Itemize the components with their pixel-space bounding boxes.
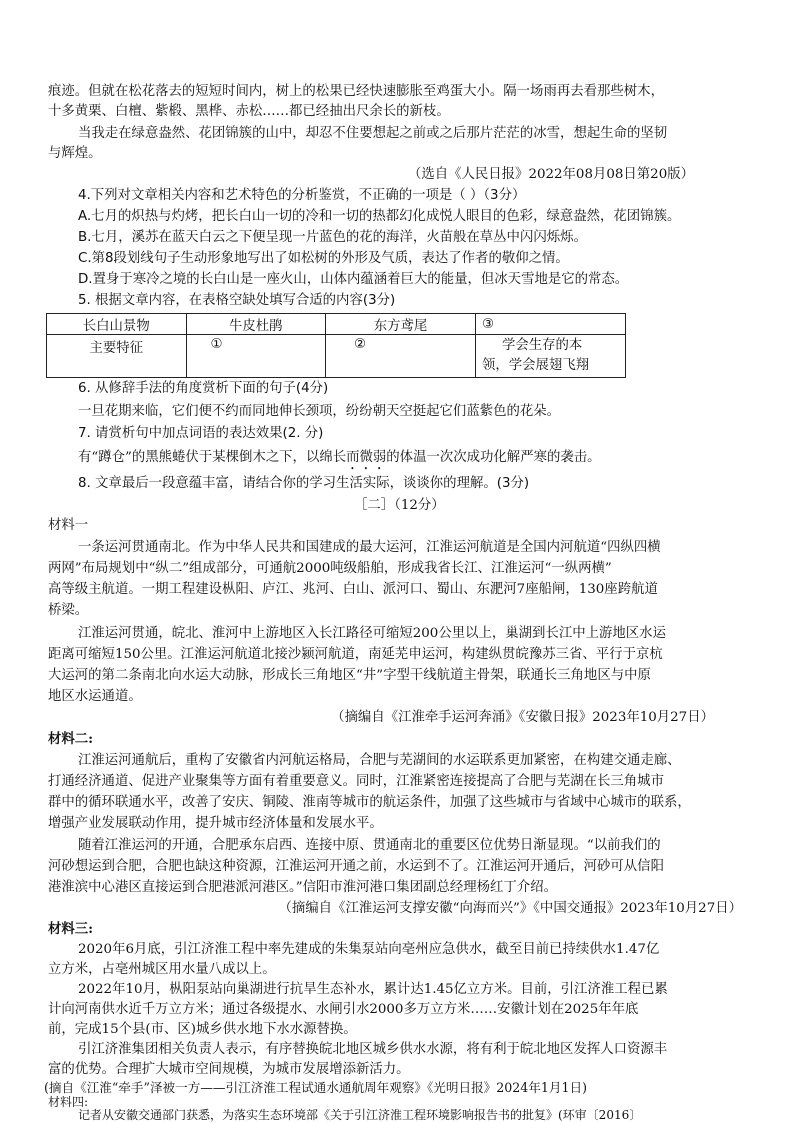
material-3-line: 前，完成15个县(市、区)城乡供水地下水水源替换。 xyxy=(48,1022,357,1037)
question-4-option-b: B.七月，溪苏在蓝天白云之下便呈现一片蓝色的花的海洋，火苗般在草丛中闪闪烁烁。 xyxy=(78,230,587,245)
material-3-line: 2022年10月，枞阳泵站向巢湖进行抗旱生态补水，累计达1.45亿立方米。目前，引江济淮工程已累 xyxy=(78,982,668,997)
material-2-line: 港淮滨中心港区直接运到合肥港派河港区。”信阳市淮河港口集团副总经理杨红丁介绍。 xyxy=(48,880,557,895)
material-2-line: 群中的循环联通水平，改善了安庆、铜陵、淮南等城市的航运条件，加强了这些城市与省域中心城市的联系， xyxy=(48,795,691,810)
table-blank-1: ① xyxy=(186,335,326,378)
question-7-sentence xyxy=(78,448,601,473)
material-3-source: (摘自《江淮“牵手”泽被一方——引江济淮工程试通水通航周年观察》《光明日报》2024年1月1日) xyxy=(44,1080,588,1095)
material-1-line: 距离可缩短150公里。江淮运河航道北接沙颍河航道，南延芜申运河，构建纵贯皖豫苏三省、平行于京杭 xyxy=(48,647,663,662)
question-4-option-d: D.置身于寒冷之境的长白山是一座火山，山体内蕴涵着巨大的能量，但冰天雪地是它的常态。 xyxy=(78,272,629,287)
table-header-cell: ③ xyxy=(475,314,625,335)
sentence-part: 有“蹲仓”的黑熊蜷伏于某棵倒木之下，以绵长 xyxy=(78,450,347,465)
material-1-line: 大运河的第二条南北向水运大动脉，形成长三角地区“井”字型干线航道主骨架，联通长三角地区与中原 xyxy=(48,668,651,683)
table-row-label: 主要特征 xyxy=(47,335,187,378)
material-1-source: （摘编自《江淮牵手运河奔涌》《安徽日报》2023年10月27日） xyxy=(331,710,714,725)
material-4-label: 材料四: xyxy=(48,1095,89,1109)
material-1-line: 桥梁。 xyxy=(48,603,89,618)
passage-line: 十多黄栗、白檀、紫椴、黑桦、赤松……都已经抽出尺余长的新枝。 xyxy=(48,104,450,119)
passage-line: 当我走在绿意盎然、花团锦簇的山中，却忍不住要想起之前或之后那片茫茫的冰雪，想起生命的坚韧 xyxy=(78,126,668,141)
material-1-line: 江淮运河贯通，皖北、淮河中上游地区入长江路径可缩短200公里以上，巢湖到长江中上游地区水运 xyxy=(78,626,666,641)
sentence-part: 的体温一次次成功化解严寒的袭击。 xyxy=(386,450,601,465)
question-4-option-c: C.第8段划线句子生动形象地写出了如松树的外形及气质，表达了作者的敬仰之情。 xyxy=(78,251,569,266)
material-2-line: 打通经济通道、促进产业聚集等方面有着重要意义。同时，江淮紧密连接提高了合肥与芜湖在长三角城市 xyxy=(48,774,664,789)
material-3-line: 富的优势。合理扩大城市空间规模，为城市发展增添新活力。 xyxy=(48,1062,410,1077)
table-header-cell: 牛皮杜鹃 xyxy=(186,314,326,335)
table-cell-3-line: 学会生存的本 xyxy=(501,338,583,353)
dotted-words: 而微弱 xyxy=(346,450,387,465)
question-8-stem: 8. 文章最后一段意蕴丰富，请结合你的学习生活实际，谈谈你的理解。(3分) xyxy=(78,476,530,491)
passage-line: 与辉煌。 xyxy=(48,146,102,161)
question-5-stem: 5. 根据文章内容，在表格空缺处填写合适的内容(3分) xyxy=(78,293,396,308)
material-3-line: 引江济淮集团相关负责人表示，有序替换皖北地区城乡供水水源，将有利于皖北地区发挥人口资源丰 xyxy=(78,1042,668,1057)
question-4-stem: 4.下列对文章相关内容和艺术特色的分析鉴赏，不正确的一项是（ ）（3分） xyxy=(78,188,526,203)
material-2-label: 材料二: xyxy=(48,731,94,747)
material-2-line: 河砂想运到合肥，合肥也缺这种资源，江淮运河开通之前，水运到不了。江淮运河开通后，河砂可从信阳 xyxy=(48,859,664,874)
material-1-line: 高等级主航道。一期工程建设枞阳、庐江、兆河、白山、派河口、蜀山、东淝河7座船闸，130座跨航道 xyxy=(48,582,658,597)
passage-line: 痕迹。但就在松花落去的短短时间内，树上的松果已经快速膨胀至鸡蛋大小。隔一场雨再去看那些树木， xyxy=(48,84,664,99)
question-7-stem: 7. 请赏析句中加点词语的表达效果(2. 分) xyxy=(78,426,324,441)
table-cell-3-line: 领，学会展翅飞翔 xyxy=(481,358,590,373)
table-cell-3 xyxy=(475,335,625,378)
table-header-cell: 长白山景物 xyxy=(47,314,187,335)
material-4-line: 记者从安徽交通部门获悉，为落实生态环境部《关于引江济淮工程环境影响报告书的批复》(环审〔2016〕 xyxy=(78,1108,642,1122)
feature-table xyxy=(46,313,626,378)
material-3-line: 2020年6月底，引江济淮工程中率先建成的朱集泵站向亳州应急供水，截至目前已持续供水1.47亿 xyxy=(78,942,660,957)
material-2-line: 增强产业发展联动作用，提升城市经济体量和发展水平。 xyxy=(48,816,383,831)
material-3-line: 计向河南供水近千万立方米；通过各级提水、水闸引水2000多万立方米……安徽计划在2025年年底 xyxy=(48,1002,639,1017)
material-3-label: 材料三: xyxy=(48,921,94,937)
question-6-sentence: 一旦花期来临，它们便不约而同地伸长颈项，纷纷朝天空挺起它们蓝紫色的花朵。 xyxy=(78,404,561,419)
material-1-line: 两网”布局规划中“纵二”组成部分，可通航2000吨级船舶，形成我省长江、江淮运河“一纵两横” xyxy=(48,561,612,576)
material-1-line: 一条运河贯通南北。作为中华人民共和国建成的最大运河，江淮运河航道是全国内河航道“四纵四横 xyxy=(78,540,661,555)
question-6-stem: 6. 从修辞手法的角度赏析下面的句子(4分) xyxy=(78,381,329,396)
material-2-line: 随着江淮运河的开通，合肥承东启西、连接中原、贯通南北的重要区位优势日渐显现。“以前我们的 xyxy=(78,838,661,853)
table-blank-2: ② xyxy=(326,335,476,378)
material-2-line: 江淮运河通航后，重构了安徽省内河航运格局，合肥与芜湖间的水运联系更加紧密，在构建交通走廊、 xyxy=(78,753,681,768)
material-2-source: （摘编自《江淮运河支撑安徽“向海而兴”》《中国交通报》2023年10月27日） xyxy=(278,901,742,916)
material-3-line: 立方米，占亳州城区用水量八成以上。 xyxy=(48,962,276,977)
material-1-line: 地区水运通道。 xyxy=(48,689,142,704)
material-1-label: 材料一 xyxy=(48,518,89,533)
question-4-option-a: A.七月的炽热与灼烤，把长白山一切的冷和一切的热都幻化成悦人眼目的色彩，绿意盎然，花团锦簇。 xyxy=(78,209,681,224)
section-title: ［二］（12分） xyxy=(354,498,445,513)
table-header-cell: 东方鸢尾 xyxy=(326,314,476,335)
passage-source: （选自《人民日报》2022年08月08日第20版） xyxy=(407,167,694,182)
